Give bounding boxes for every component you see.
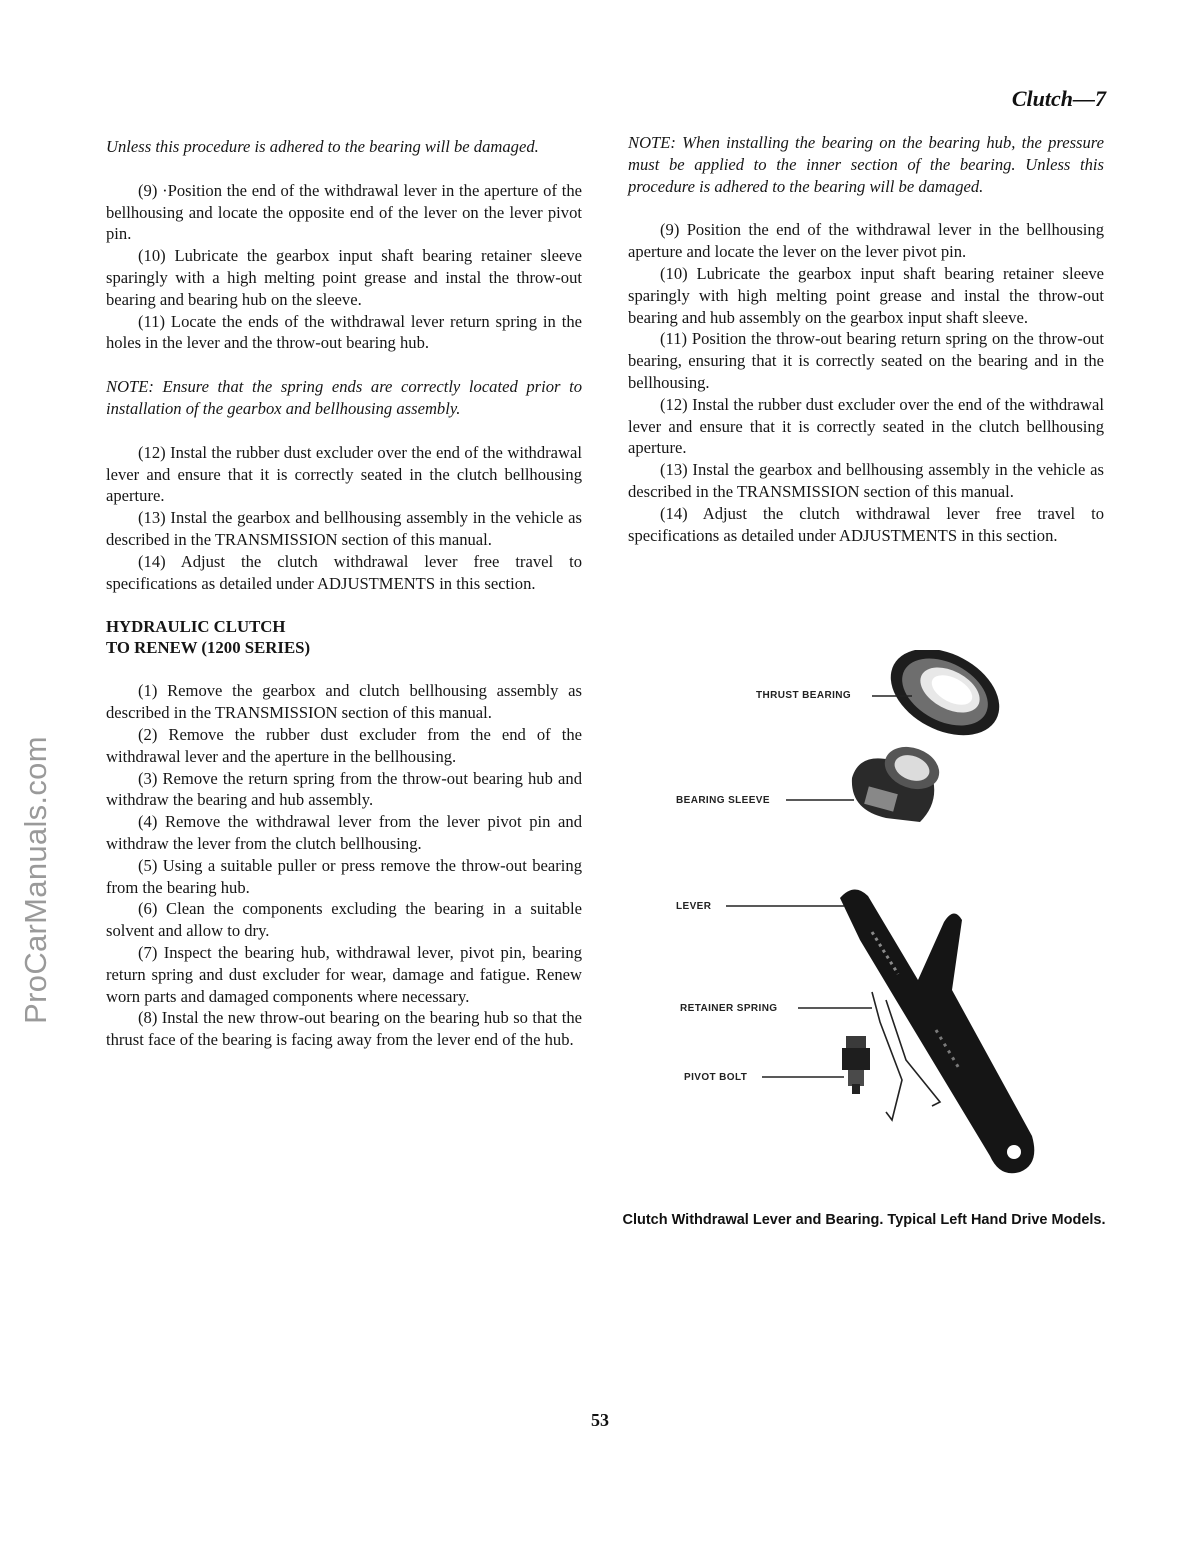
note-top-right: NOTE: When installing the bearing on the bearing hub, the pressure must be applied to the inner section of the bearing. Unless this procedure is adhered to the bearing will be damaged.: [628, 133, 1104, 196]
right-column: [628, 132, 1104, 546]
label-thrust-bearing: THRUST BEARING: [756, 690, 852, 701]
withdrawal-lever-drawing: [840, 889, 1034, 1173]
thrust-bearing-drawing: [876, 650, 1014, 753]
step-paragraph: (8) Instal the new throw-out bearing on the bearing hub so that the thrust face of the bearing is facing away from the lever end of the hub.: [106, 1008, 582, 1050]
section-subheading: TO RENEW (1200 SERIES): [106, 638, 311, 658]
step-paragraph: (10) Lubricate the gearbox input shaft bearing retainer sleeve sparingly with high melting point grease and instal the throw-out bearing and hub assembly on the gearbox input shaft sleeve.: [628, 263, 1104, 327]
step-paragraph: (4) Remove the withdrawal lever from the lever pivot pin and withdraw the lever from the clutch bellhousing.: [106, 812, 582, 853]
step-paragraph: (13) Instal the gearbox and bellhousing assembly in the vehicle as described in the TRANSMISSION section of this manual.: [628, 460, 1104, 501]
label-pivot-bolt: PIVOT BOLT: [684, 1072, 748, 1083]
step-paragraph: (12) Instal the rubber dust excluder over the end of the withdrawal lever and ensure that it is correctly seated in the clutch bellhousing aperture.: [628, 394, 1104, 458]
label-retainer-spring: RETAINER SPRING: [680, 1003, 778, 1014]
step-paragraph: (5) Using a suitable puller or press remove the throw-out bearing from the bearing hub.: [106, 855, 582, 897]
step-paragraph: (14) Adjust the clutch withdrawal lever free travel to specifications as detailed under ADJUSTMENTS in this section.: [106, 551, 582, 593]
step-paragraph: (1) Remove the gearbox and clutch bellhousing assembly as described in the TRANSMISSION section of this manual.: [106, 681, 582, 723]
page-header-title: Clutch—7: [1011, 86, 1106, 111]
label-bearing-sleeve: BEARING SLEEVE: [676, 795, 770, 806]
step-paragraph: (13) Instal the gearbox and bellhousing assembly in the vehicle as described in the TRANSMISSION section of this manual.: [106, 508, 582, 549]
step-paragraph: (9) Position the end of the withdrawal lever in the bellhousing aperture and locate the lever on the lever pivot pin.: [628, 220, 1104, 262]
retainer-spring-drawing: [872, 992, 902, 1120]
step-paragraph: (6) Clean the components excluding the bearing in a suitable solvent and allow to dry.: [106, 899, 582, 941]
clutch-lever-figure: [640, 650, 1110, 1190]
step-paragraph: (10) Lubricate the gearbox input shaft bearing retainer sleeve sparingly with a high melting point grease and instal the throw-out bearing and bearing hub on the sleeve.: [106, 246, 582, 309]
note-spring-ends: NOTE: Ensure that the spring ends are correctly located prior to installation of the gearbox and bellhousing assembly.: [106, 377, 582, 418]
step-paragraph: (14) Adjust the clutch withdrawal lever free travel to specifications as detailed under ADJUSTMENTS in this section.: [628, 503, 1104, 545]
watermark: ProCarManuals.com: [18, 736, 53, 1024]
note-top-left: Unless this procedure is adhered to the bearing will be damaged.: [106, 137, 539, 156]
section-heading: HYDRAULIC CLUTCH: [106, 617, 286, 637]
step-paragraph: (9) ·Position the end of the withdrawal lever in the aperture of the bellhousing and locate the opposite end of the lever on the lever pivot pin.: [106, 180, 582, 244]
step-paragraph: (11) Position the throw-out bearing return spring on the throw-out bearing, ensuring that it is correctly seated on the bearing and in the bellhousing.: [628, 329, 1104, 392]
bearing-sleeve-drawing: [852, 740, 945, 822]
figure-caption: Clutch Withdrawal Lever and Bearing. Typical Left Hand Drive Models.: [622, 1212, 1106, 1228]
figure-drawing: [640, 650, 1110, 1190]
pivot-bolt-drawing: [842, 1036, 870, 1094]
label-lever: LEVER: [676, 901, 712, 912]
step-paragraph: (2) Remove the rubber dust excluder from the end of the withdrawal lever and the aperture in the bellhousing.: [106, 724, 582, 766]
step-paragraph: (7) Inspect the bearing hub, withdrawal lever, pivot pin, bearing return spring and dust excluder for wear, damage and fatigue. Renew worn parts and damaged components where necessary.: [106, 942, 582, 1006]
page-number: 53: [591, 1410, 609, 1430]
step-paragraph: (11) Locate the ends of the withdrawal lever return spring in the holes in the lever and the throw-out bearing hub.: [106, 311, 582, 353]
step-paragraph: (3) Remove the return spring from the throw-out bearing hub and withdraw the bearing and hub assembly.: [106, 768, 582, 810]
step-paragraph: (12) Instal the rubber dust excluder over the end of the withdrawal lever and ensure that it is correctly seated in the clutch bellhousing aperture.: [106, 442, 582, 506]
left-column: [106, 136, 582, 1051]
